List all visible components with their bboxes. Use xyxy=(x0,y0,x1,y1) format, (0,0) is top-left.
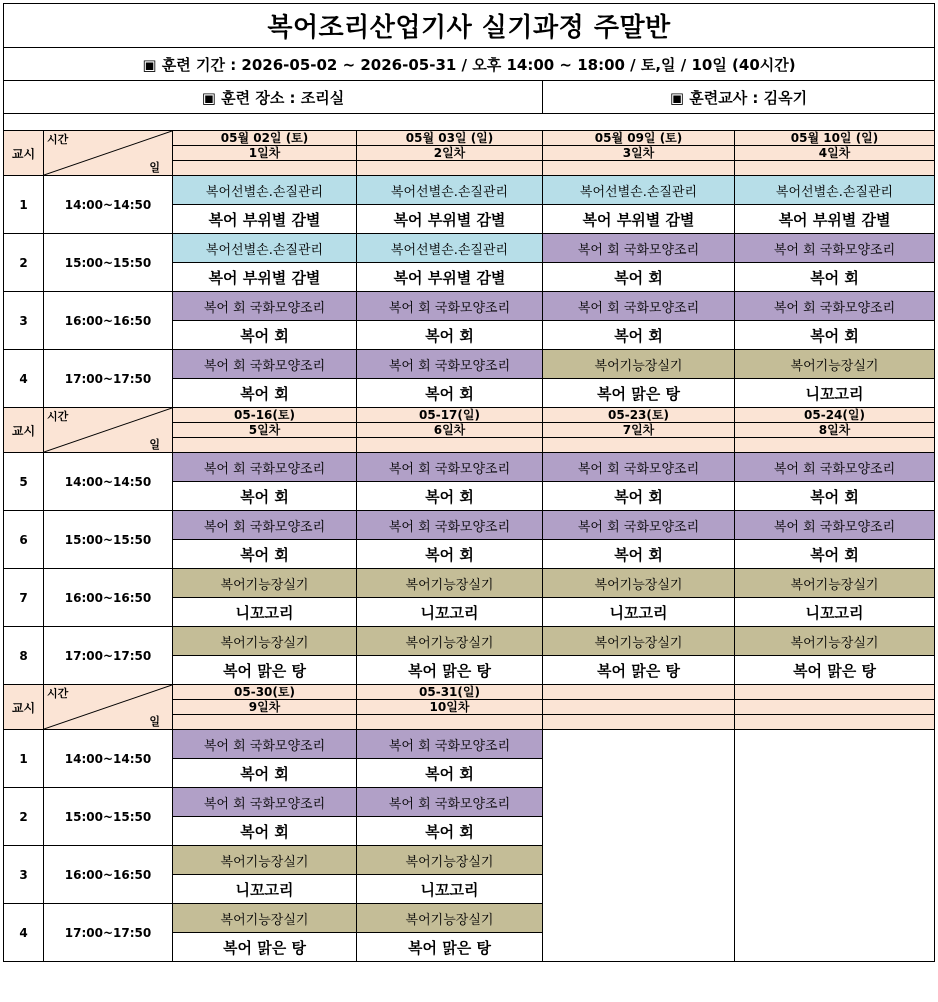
period-number: 4 xyxy=(4,904,44,962)
period-time: 16:00~16:50 xyxy=(44,846,173,904)
subject-cell: 복어기능장실기 xyxy=(735,627,935,656)
subject-cell: 복어기능장실기 xyxy=(173,904,357,933)
subject-cell: 복어 회 국화모양조리 xyxy=(173,511,357,540)
header-blank xyxy=(357,161,543,176)
header-blank xyxy=(543,715,735,730)
topic-cell: 복어 맑은 탕 xyxy=(357,656,543,685)
day-number-header: 6일차 xyxy=(357,423,543,438)
subject-cell: 복어선별손.손질관리 xyxy=(543,176,735,205)
schedule-table xyxy=(3,3,935,962)
training-teacher: ▣ 훈련교사 : 김옥기 xyxy=(543,81,935,114)
subject-cell: 복어선별손.손질관리 xyxy=(173,176,357,205)
day-number-header: 9일차 xyxy=(173,700,357,715)
subject-cell: 복어기능장실기 xyxy=(543,569,735,598)
subject-cell: 복어선별손.손질관리 xyxy=(357,234,543,263)
date-header xyxy=(543,685,735,700)
topic-cell: 복어 회 xyxy=(173,540,357,569)
header-blank xyxy=(735,161,935,176)
time-day-header xyxy=(44,408,173,453)
topic-cell: 복어 맑은 탕 xyxy=(173,656,357,685)
topic-cell: 복어 회 xyxy=(357,759,543,788)
subject-cell: 복어 회 국화모양조리 xyxy=(735,511,935,540)
page-title: 복어조리산업기사 실기과정 주말반 xyxy=(4,4,935,48)
subject-cell: 복어 회 국화모양조리 xyxy=(357,350,543,379)
topic-cell: 니꼬고리 xyxy=(357,875,543,904)
day-header-label: 일 xyxy=(149,161,160,174)
day-number-header xyxy=(543,700,735,715)
date-header: 05월 02일 (토) xyxy=(173,131,357,146)
subject-cell: 복어 회 국화모양조리 xyxy=(357,730,543,759)
subject-cell: 복어 회 국화모양조리 xyxy=(543,511,735,540)
period-number: 1 xyxy=(4,730,44,788)
subject-cell: 복어기능장실기 xyxy=(735,350,935,379)
time-header-label: 시간 xyxy=(47,410,69,423)
date-header: 05월 09일 (토) xyxy=(543,131,735,146)
header-blank xyxy=(357,438,543,453)
topic-cell: 복어 부위별 감별 xyxy=(735,205,935,234)
subject-cell: 복어 회 국화모양조리 xyxy=(173,292,357,321)
period-header: 교시 xyxy=(4,131,44,176)
schedule-sheet xyxy=(3,3,934,962)
topic-cell: 복어 회 xyxy=(173,759,357,788)
subject-cell: 복어 회 국화모양조리 xyxy=(173,453,357,482)
header-blank xyxy=(543,438,735,453)
topic-cell: 복어 회 xyxy=(735,482,935,511)
subject-cell: 복어기능장실기 xyxy=(173,627,357,656)
period-header: 교시 xyxy=(4,685,44,730)
topic-cell: 복어 회 xyxy=(735,263,935,292)
topic-cell: 복어 회 xyxy=(357,482,543,511)
period-number: 8 xyxy=(4,627,44,685)
period-number: 2 xyxy=(4,788,44,846)
topic-cell: 복어 부위별 감별 xyxy=(173,205,357,234)
day-number-header: 2일차 xyxy=(357,146,543,161)
period-time: 16:00~16:50 xyxy=(44,569,173,627)
subject-cell: 복어 회 국화모양조리 xyxy=(735,292,935,321)
subject-cell: 복어 회 국화모양조리 xyxy=(173,730,357,759)
date-header: 05-31(일) xyxy=(357,685,543,700)
topic-cell: 복어 부위별 감별 xyxy=(357,263,543,292)
topic-cell: 복어 맑은 탕 xyxy=(357,933,543,962)
period-time: 15:00~15:50 xyxy=(44,788,173,846)
topic-cell: 복어 회 xyxy=(173,321,357,350)
subject-cell: 복어기능장실기 xyxy=(543,627,735,656)
topic-cell: 니꼬고리 xyxy=(735,379,935,408)
day-number-header: 4일차 xyxy=(735,146,935,161)
subject-cell: 복어기능장실기 xyxy=(357,569,543,598)
topic-cell: 복어 회 xyxy=(357,540,543,569)
period-time: 16:00~16:50 xyxy=(44,292,173,350)
topic-cell: 복어 회 xyxy=(357,817,543,846)
subject-cell: 복어선별손.손질관리 xyxy=(173,234,357,263)
topic-cell: 복어 회 xyxy=(173,482,357,511)
empty-cell xyxy=(735,730,935,962)
subject-cell: 복어 회 국화모양조리 xyxy=(543,453,735,482)
period-time: 15:00~15:50 xyxy=(44,511,173,569)
subject-cell: 복어 회 국화모양조리 xyxy=(357,453,543,482)
subject-cell: 복어 회 국화모양조리 xyxy=(173,350,357,379)
topic-cell: 복어 회 xyxy=(173,379,357,408)
topic-cell: 니꼬고리 xyxy=(357,598,543,627)
topic-cell: 니꼬고리 xyxy=(543,598,735,627)
period-number: 3 xyxy=(4,846,44,904)
topic-cell: 니꼬고리 xyxy=(173,598,357,627)
subject-cell: 복어 회 국화모양조리 xyxy=(357,511,543,540)
topic-cell: 복어 회 xyxy=(543,321,735,350)
time-header-label: 시간 xyxy=(47,133,69,146)
topic-cell: 복어 회 xyxy=(543,540,735,569)
header-blank xyxy=(173,161,357,176)
subject-cell: 복어기능장실기 xyxy=(357,846,543,875)
topic-cell: 복어 맑은 탕 xyxy=(173,933,357,962)
subject-cell: 복어 회 국화모양조리 xyxy=(173,788,357,817)
time-header-label: 시간 xyxy=(47,687,69,700)
date-header: 05-24(일) xyxy=(735,408,935,423)
date-header: 05-30(토) xyxy=(173,685,357,700)
period-number: 3 xyxy=(4,292,44,350)
day-number-header: 10일차 xyxy=(357,700,543,715)
header-blank xyxy=(543,161,735,176)
topic-cell: 복어 부위별 감별 xyxy=(357,205,543,234)
topic-cell: 복어 회 xyxy=(173,817,357,846)
day-number-header: 8일차 xyxy=(735,423,935,438)
header-blank xyxy=(173,715,357,730)
header-blank xyxy=(735,715,935,730)
empty-cell xyxy=(543,730,735,962)
time-day-header xyxy=(44,685,173,730)
subject-cell: 복어 회 국화모양조리 xyxy=(735,234,935,263)
header-blank xyxy=(357,715,543,730)
header-blank xyxy=(735,438,935,453)
subject-cell: 복어 회 국화모양조리 xyxy=(357,788,543,817)
period-time: 17:00~17:50 xyxy=(44,350,173,408)
period-number: 7 xyxy=(4,569,44,627)
date-header: 05월 10일 (일) xyxy=(735,131,935,146)
day-number-header: 3일차 xyxy=(543,146,735,161)
day-number-header: 7일차 xyxy=(543,423,735,438)
subject-cell: 복어 회 국화모양조리 xyxy=(735,453,935,482)
training-period: ▣ 훈련 기간 : 2026-05-02 ~ 2026-05-31 / 오후 14:00 ~ 18:00 / 토,일 / 10일 (40시간) xyxy=(4,48,935,81)
subject-cell: 복어기능장실기 xyxy=(357,904,543,933)
topic-cell: 복어 회 xyxy=(543,482,735,511)
subject-cell: 복어기능장실기 xyxy=(173,846,357,875)
day-number-header xyxy=(735,700,935,715)
period-time: 14:00~14:50 xyxy=(44,176,173,234)
spacer-row xyxy=(4,114,935,131)
topic-cell: 복어 회 xyxy=(357,379,543,408)
topic-cell: 복어 회 xyxy=(735,321,935,350)
subject-cell: 복어 회 국화모양조리 xyxy=(543,292,735,321)
topic-cell: 복어 맑은 탕 xyxy=(735,656,935,685)
period-number: 2 xyxy=(4,234,44,292)
topic-cell: 복어 맑은 탕 xyxy=(543,656,735,685)
subject-cell: 복어기능장실기 xyxy=(735,569,935,598)
period-time: 14:00~14:50 xyxy=(44,453,173,511)
subject-cell: 복어기능장실기 xyxy=(357,627,543,656)
period-number: 4 xyxy=(4,350,44,408)
topic-cell: 복어 맑은 탕 xyxy=(543,379,735,408)
subject-cell: 복어선별손.손질관리 xyxy=(357,176,543,205)
time-day-header xyxy=(44,131,173,176)
subject-cell: 복어기능장실기 xyxy=(543,350,735,379)
topic-cell: 복어 부위별 감별 xyxy=(543,205,735,234)
period-number: 1 xyxy=(4,176,44,234)
period-time: 17:00~17:50 xyxy=(44,904,173,962)
day-number-header: 1일차 xyxy=(173,146,357,161)
day-header-label: 일 xyxy=(149,438,160,451)
subject-cell: 복어기능장실기 xyxy=(173,569,357,598)
day-header-label: 일 xyxy=(149,715,160,728)
training-place: ▣ 훈련 장소 : 조리실 xyxy=(4,81,543,114)
date-header: 05-23(토) xyxy=(543,408,735,423)
period-time: 15:00~15:50 xyxy=(44,234,173,292)
period-time: 17:00~17:50 xyxy=(44,627,173,685)
date-header xyxy=(735,685,935,700)
date-header: 05-16(토) xyxy=(173,408,357,423)
subject-cell: 복어 회 국화모양조리 xyxy=(543,234,735,263)
period-time: 14:00~14:50 xyxy=(44,730,173,788)
topic-cell: 복어 회 xyxy=(543,263,735,292)
period-header: 교시 xyxy=(4,408,44,453)
subject-cell: 복어 회 국화모양조리 xyxy=(357,292,543,321)
period-number: 5 xyxy=(4,453,44,511)
topic-cell: 복어 회 xyxy=(735,540,935,569)
topic-cell: 복어 회 xyxy=(357,321,543,350)
day-number-header: 5일차 xyxy=(173,423,357,438)
topic-cell: 니꼬고리 xyxy=(735,598,935,627)
date-header: 05월 03일 (일) xyxy=(357,131,543,146)
topic-cell: 니꼬고리 xyxy=(173,875,357,904)
period-number: 6 xyxy=(4,511,44,569)
topic-cell: 복어 부위별 감별 xyxy=(173,263,357,292)
header-blank xyxy=(173,438,357,453)
date-header: 05-17(일) xyxy=(357,408,543,423)
subject-cell: 복어선별손.손질관리 xyxy=(735,176,935,205)
